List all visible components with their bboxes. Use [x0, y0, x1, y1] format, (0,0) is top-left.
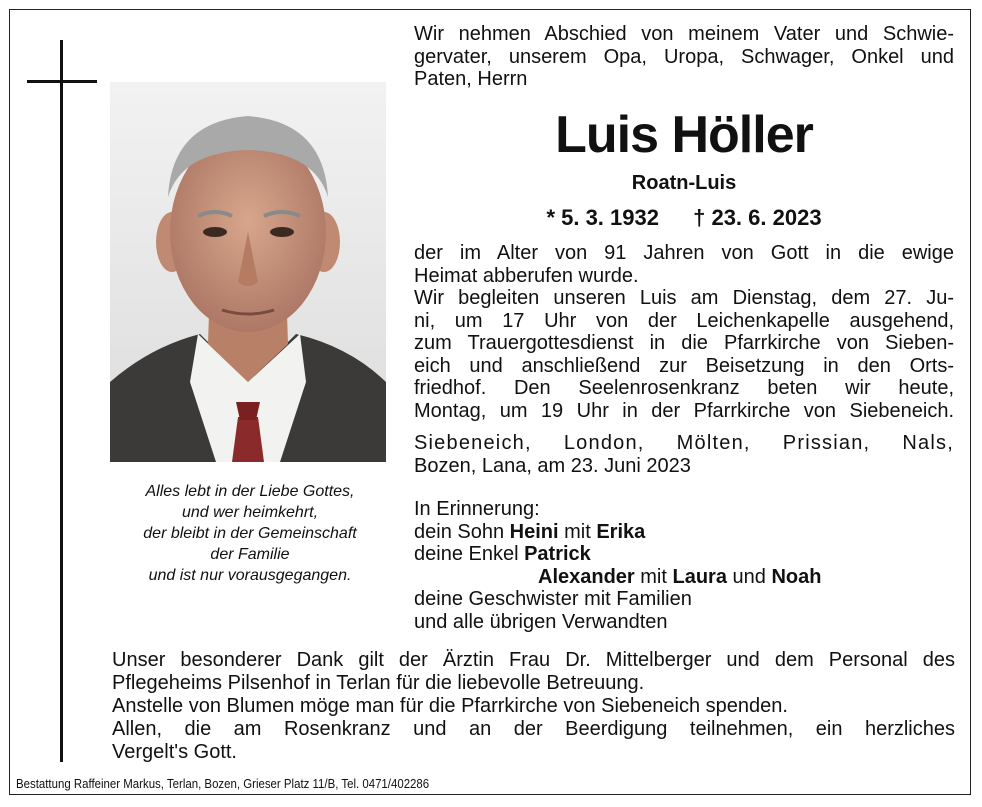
paragraph-line: ni, um 17 Uhr von der Leichenkapelle ausgehend,	[414, 309, 954, 332]
mourner-name: Erika	[596, 520, 646, 543]
death-date: † 23. 6. 2023	[693, 205, 822, 230]
mourner-label: und	[726, 565, 772, 588]
mourner-label: dein Sohn	[414, 520, 510, 543]
thanks-line: Allen, die am Rosenkranz und an der Beerdigung teilnehmen, ein herzliches	[112, 718, 955, 740]
paragraph-line: friedhof. Den Seelenrosenkranz beten wir heute,	[414, 377, 954, 399]
paragraph-line: Heimat abberufen wurde.	[414, 264, 639, 287]
mourner-name: Alexander	[538, 565, 635, 588]
thanks-line: Unser besonderer Dank gilt der Ärztin Frau Dr. Mittelberger und dem Personal des	[112, 649, 955, 671]
mourner-relatives: und alle übrigen Verwandten	[414, 610, 668, 633]
mourners-list	[414, 498, 954, 633]
mourner-name: Patrick	[524, 543, 591, 565]
memory-heading: In Erinnerung:	[414, 498, 540, 520]
paragraph-line: eich und anschließend zur Beisetzung in den Orts-	[414, 354, 954, 377]
intro-line: Paten, Herrn	[414, 68, 528, 90]
thanks-text	[112, 649, 955, 764]
portrait-photo	[110, 82, 386, 462]
thanks-line: Vergelt's Gott.	[112, 741, 237, 763]
mourner-name: Noah	[771, 565, 822, 588]
mourner-son	[414, 521, 954, 544]
paragraph-line: der im Alter von 91 Jahren von Gott in die ewige	[414, 242, 954, 264]
mourner-label: mit	[558, 520, 597, 543]
nickname: Roatn-Luis	[631, 172, 737, 194]
quote-line: der Familie	[210, 546, 290, 563]
mourner-siblings: deine Geschwister mit Familien	[414, 588, 692, 610]
paragraph-line: zum Trauergottesdienst in die Pfarrkirche von Sieben-	[414, 332, 954, 354]
mourner-grandchildren	[414, 543, 954, 566]
places-date	[414, 432, 954, 477]
life-dates	[414, 205, 954, 231]
quote-line: und ist nur vorausgegangen.	[148, 567, 352, 584]
quote-line: Alles lebt in der Liebe Gottes,	[145, 483, 355, 500]
mourner-label: deine Enkel	[414, 543, 525, 565]
intro-line: Wir nehmen Abschied von meinem Vater und Schwie-	[414, 23, 954, 45]
places-line: Siebeneich, London, Mölten, Prissian, Nals,	[414, 432, 954, 454]
quote	[105, 481, 395, 586]
paragraph-line: Montag, um 19 Uhr in der Pfarrkirche von Siebeneich.	[414, 399, 954, 422]
birth-date: * 5. 3. 1932	[546, 205, 659, 230]
quote-line: und wer heimkehrt,	[181, 504, 319, 521]
quote-line: der bleibt in der Gemeinschaft	[143, 525, 357, 542]
mourner-label: mit	[634, 565, 673, 588]
mourner-grandchild-family	[414, 566, 954, 589]
intro-text	[414, 23, 954, 91]
paragraph-line: Wir begleiten unseren Luis am Dienstag, dem 27. Ju-	[414, 287, 954, 309]
mourner-name: Laura	[672, 565, 727, 588]
thanks-line: Pflegeheims Pilsenhof in Terlan für die liebevolle Betreuung.	[112, 672, 645, 694]
funeral-paragraph	[414, 242, 954, 422]
intro-line: gervater, unserem Opa, Uropa, Schwager, Onkel und	[414, 45, 954, 68]
funeral-home-footer: Bestattung Raffeiner Markus, Terlan, Bozen, Grieser Platz 11/B, Tel. 0471/402286	[16, 776, 430, 791]
mourner-name: Heini	[509, 520, 559, 543]
deceased-name: Luis Höller	[555, 106, 813, 164]
thanks-line: Anstelle von Blumen möge man für die Pfarrkirche von Siebeneich spenden.	[112, 695, 788, 717]
places-line: Bozen, Lana, am 23. Juni 2023	[414, 454, 691, 477]
